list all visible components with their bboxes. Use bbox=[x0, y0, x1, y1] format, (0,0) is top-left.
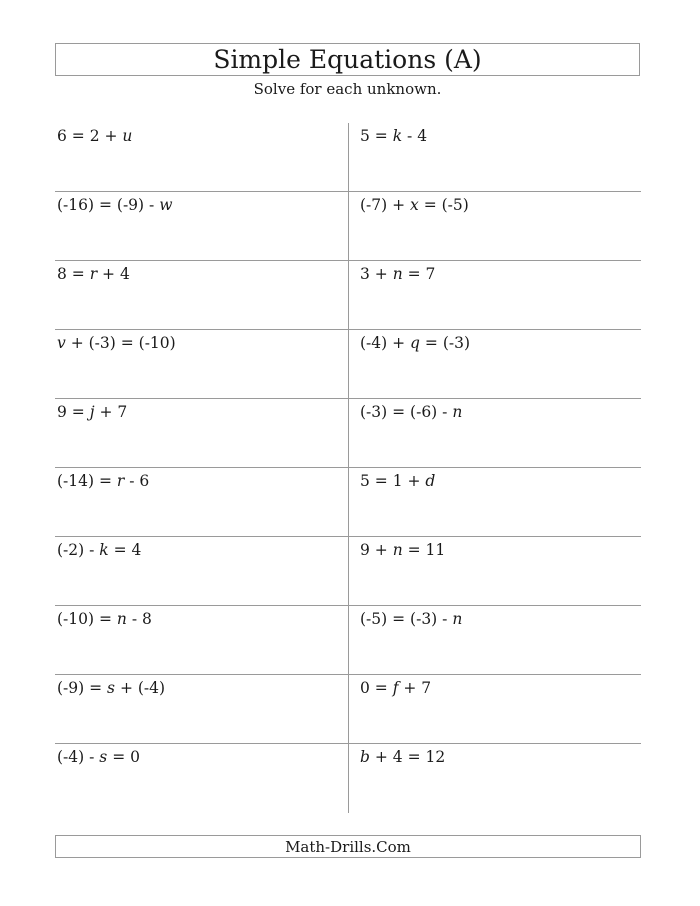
equation-right: 5 = 1 + d bbox=[360, 472, 436, 490]
worksheet-title bbox=[55, 43, 640, 76]
equation-row bbox=[0, 675, 700, 744]
equation-row bbox=[0, 399, 700, 468]
equation-row bbox=[0, 468, 700, 537]
footer-text: Math-Drills.Com bbox=[285, 837, 411, 856]
equation-left: (-16) = (-9) - w bbox=[57, 196, 173, 214]
equation-left: 6 = 2 + u bbox=[57, 127, 133, 145]
equation-row bbox=[0, 192, 700, 261]
equation-right: 0 = f + 7 bbox=[360, 679, 432, 697]
equation-row bbox=[0, 123, 700, 192]
equation-right: (-5) = (-3) - n bbox=[360, 610, 463, 628]
equation-row bbox=[0, 606, 700, 675]
equation-row bbox=[0, 744, 700, 813]
footer bbox=[55, 835, 641, 858]
equation-left: 8 = r + 4 bbox=[57, 265, 130, 283]
equation-left: (-10) = n - 8 bbox=[57, 610, 152, 628]
equation-row bbox=[0, 261, 700, 330]
equation-right: (-4) + q = (-3) bbox=[360, 334, 471, 352]
equation-left: (-9) = s + (-4) bbox=[57, 679, 166, 697]
worksheet-instructions: Solve for each unknown. bbox=[253, 80, 442, 98]
equation-left: v + (-3) = (-10) bbox=[57, 334, 176, 352]
worksheet-title-text: Simple Equations (A) bbox=[213, 45, 482, 74]
equation-right: (-7) + x = (-5) bbox=[360, 196, 469, 214]
equation-right: (-3) = (-6) - n bbox=[360, 403, 463, 421]
equation-row bbox=[0, 537, 700, 606]
equation-right: b + 4 = 12 bbox=[360, 748, 446, 766]
equation-right: 9 + n = 11 bbox=[360, 541, 446, 559]
equation-row bbox=[0, 330, 700, 399]
equation-right: 5 = k - 4 bbox=[360, 127, 428, 145]
equation-left: (-2) - k = 4 bbox=[57, 541, 142, 559]
equation-left: (-14) = r - 6 bbox=[57, 472, 150, 490]
equation-right: 3 + n = 7 bbox=[360, 265, 436, 283]
equation-left: 9 = j + 7 bbox=[57, 403, 128, 421]
equation-left: (-4) - s = 0 bbox=[57, 748, 140, 766]
